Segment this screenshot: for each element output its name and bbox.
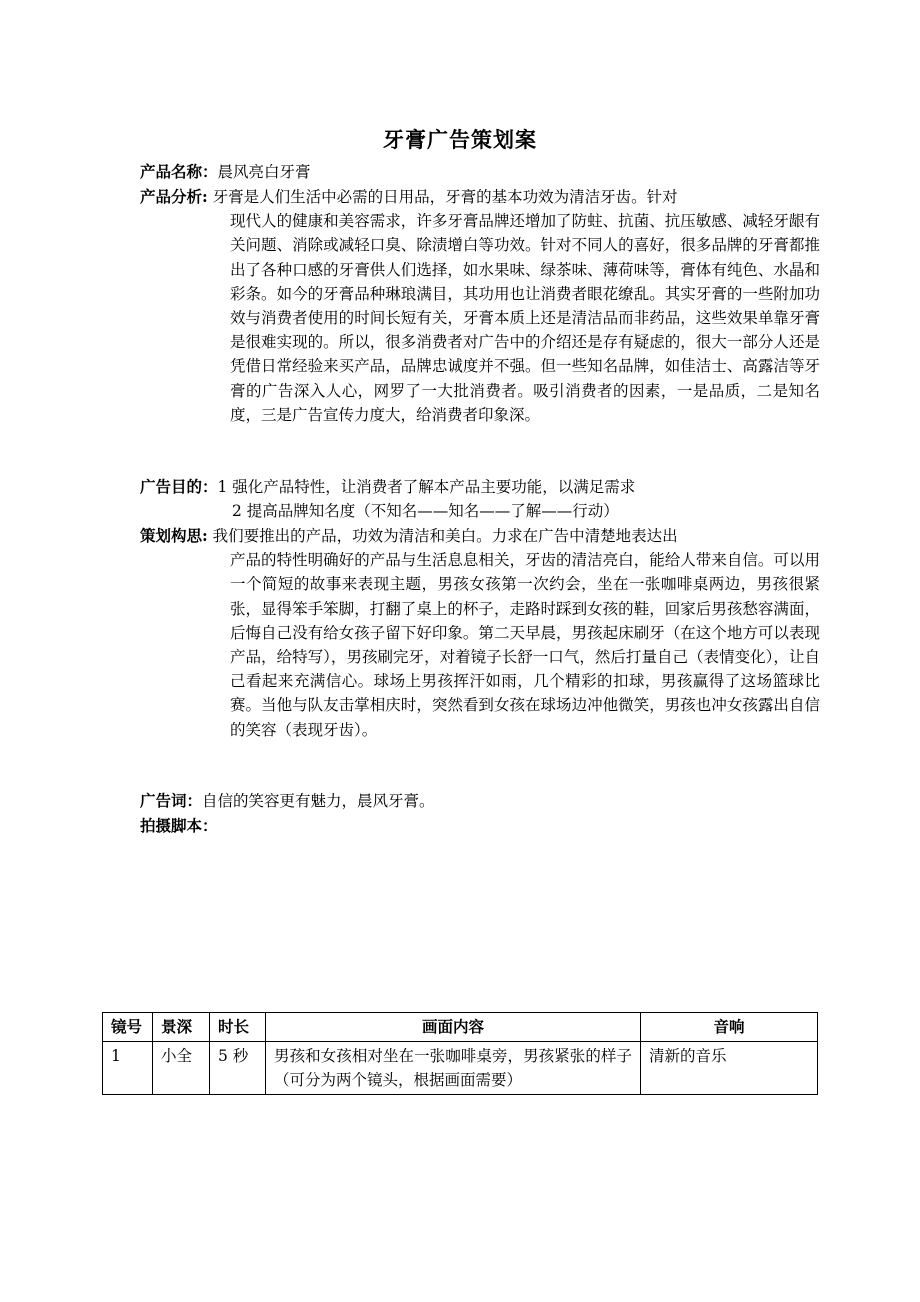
header-shot-no: 镜号 [103,1013,153,1042]
concept-section [140,524,820,742]
cell-sound: 清新的音乐 [641,1042,818,1095]
header-duration: 时长 [210,1013,266,1042]
script-label: 拍摄脚本： [140,816,218,835]
script-section [140,814,820,838]
concept-first-line: 我们要推出的产品，功效为清洁和美白。力求在广告中清楚地表达出 [207,527,678,545]
cell-depth: 小全 [153,1042,210,1095]
header-scene: 画面内容 [266,1013,641,1042]
product-name-value: 晨风亮白牙膏 [217,163,311,181]
header-sound: 音响 [641,1013,818,1042]
slogan-label: 广告词： [140,791,203,810]
cell-shot-no: 1 [103,1042,153,1095]
ad-goal-item-2: 2 提高品牌知名度（不知名——知名——了解——行动） [232,502,619,521]
ad-goal-item-1: 1 强化产品特性，让消费者了解本产品主要功能，以满足需求 [217,478,636,496]
concept-body: 产品的特性明确好的产品与生活息息相关，牙齿的清洁亮白，能给人带来自信。可以用一个简短的故事来表现主题，男孩女孩第一次约会，坐在一张咖啡桌两边，男孩很紧张，显得笨手笨脚，打翻了桌上的杯子，走路时踩到女孩的鞋，回家后男孩愁容满面，后悔自己没有给女孩子留下好印象。第二天早晨，男孩起床刷牙（在这个地方可以表现产品，给特写），男孩刷完牙，对着镜子长舒一口气，然后打量自己（表情变化），让自己看起来充满信心。球场上男孩挥汗如雨，几个精彩的扣球，男孩赢得了这场篮球比赛。当他与队友击掌相庆时，突然看到女孩在球场边冲他微笑，男孩也冲女孩露出自信的笑容（表现牙齿）。 [230,551,820,739]
slogan-section [140,789,820,813]
product-name-label: 产品名称： [140,162,218,181]
slogan-value: 自信的笑容更有魅力，晨风牙膏。 [202,792,435,810]
header-depth: 景深 [153,1013,210,1042]
product-analysis-label: 产品分析: [140,187,208,206]
document-title: 牙膏广告策划案 [383,127,537,152]
ad-goal-label: 广告目的： [140,477,218,496]
product-name-section [140,160,820,184]
table-row [103,1042,818,1095]
script-table [102,1012,818,1095]
product-analysis-body: 现代人的健康和美容需求，许多牙膏品牌还增加了防蛀、抗菌、抗压敏感、减轻牙龈有关问题、消除或减轻口臭、除渍增白等功效。针对不同人的喜好，很多品牌的牙膏都推出了各种口感的牙膏供人们选择，如水果味、绿茶味、薄荷味等，膏体有纯色、水晶和彩条。如今的牙膏品种琳琅满目，其功用也让消费者眼花缭乱。其实牙膏的一些附加功效与消费者使用的时间长短有关，牙膏本质上还是清洁品而非药品，这些效果单靠牙膏是很难实现的。所以，很多消费者对广告中的介绍还是存有疑虑的，很大一部分人还是凭借日常经验来买产品，品牌忠诚度并不强。但一些知名品牌，如佳洁士、高露洁等牙膏的广告深入人心，网罗了一大批消费者。吸引消费者的因素，一是品质，二是知名度，三是广告宣传力度大，给消费者印象深。 [230,212,820,424]
cell-duration: 5 秒 [210,1042,266,1095]
script-table-header-row [103,1013,818,1042]
product-analysis-first-line: 牙膏是人们生活中必需的日用品，牙膏的基本功效为清洁牙齿。针对 [207,188,678,206]
ad-goal-section [140,475,820,523]
product-analysis-section [140,185,820,427]
cell-scene: 男孩和女孩相对坐在一张咖啡桌旁，男孩紧张的样子（可分为两个镜头，根据画面需要） [266,1042,641,1095]
concept-label: 策划构思: [140,526,208,545]
